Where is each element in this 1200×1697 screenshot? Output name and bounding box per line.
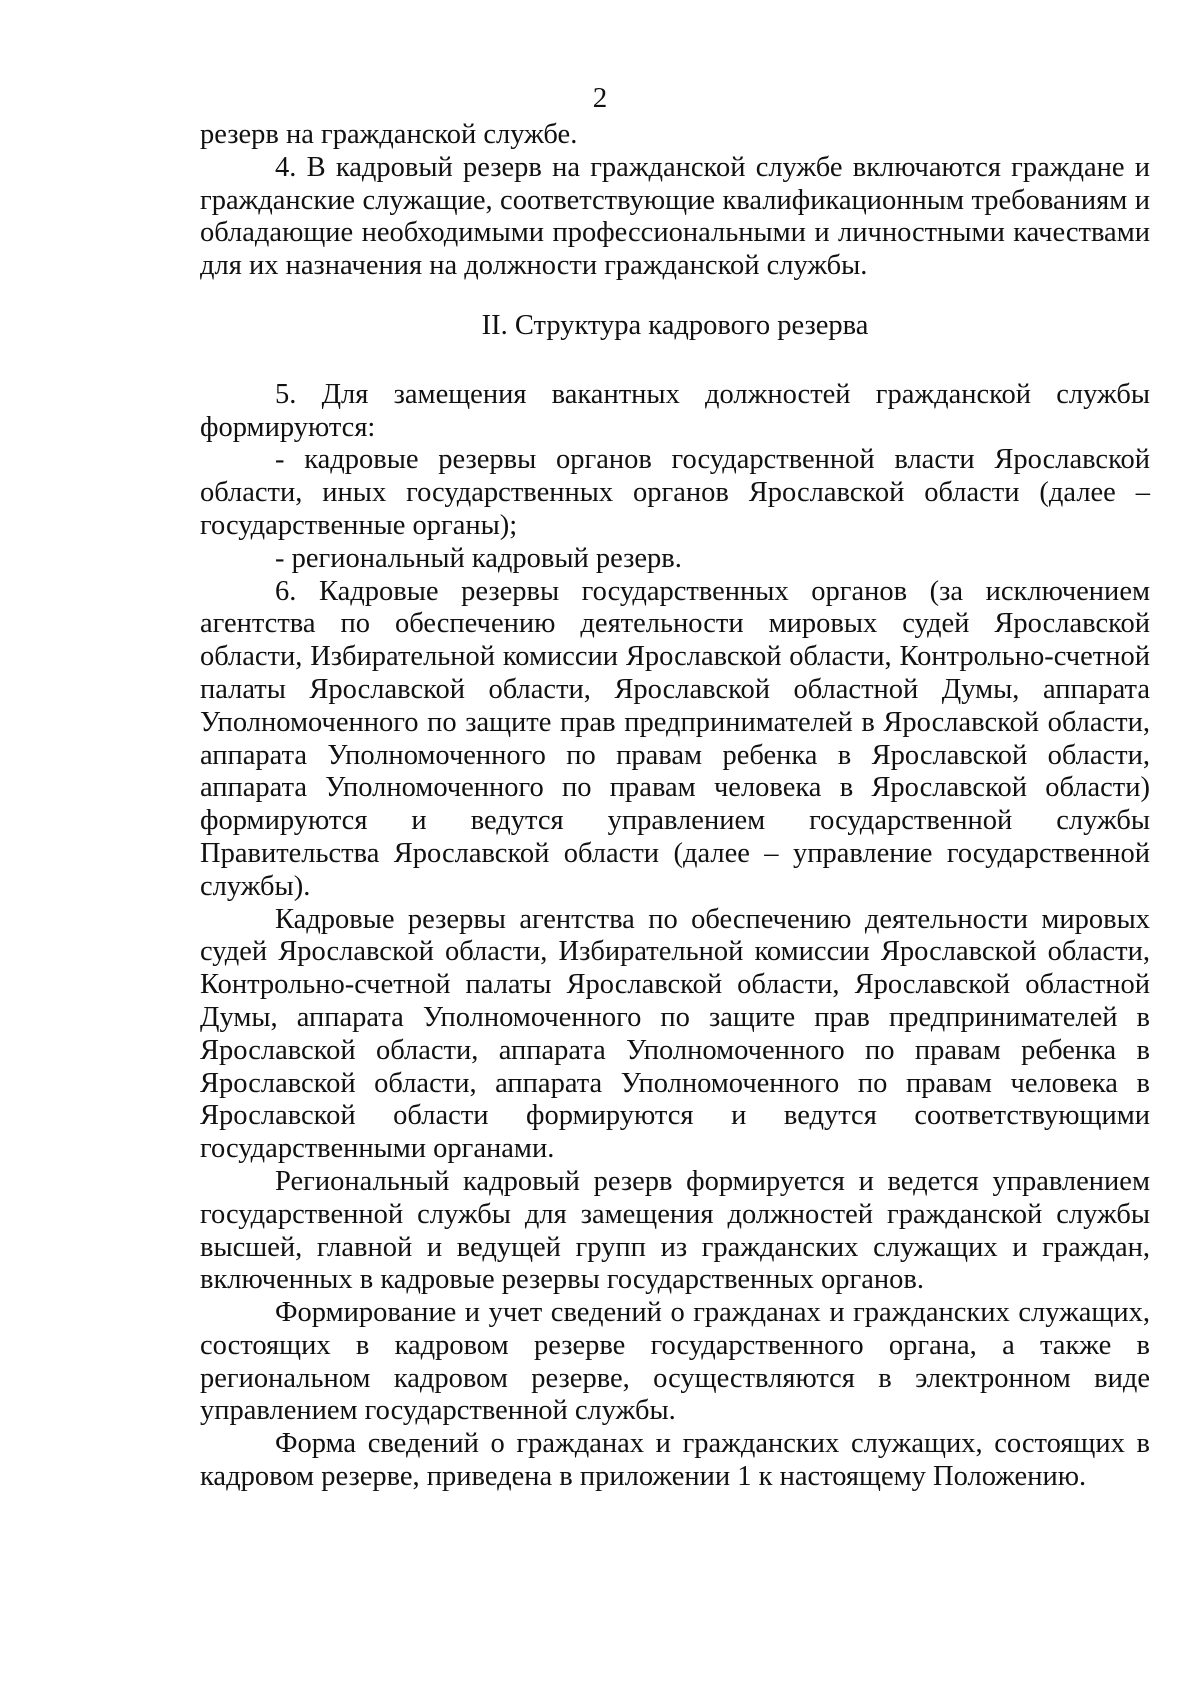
paragraph-item-5: 5. Для замещения вакантных должностей гражданской службы формируются: <box>200 378 1150 443</box>
paragraph-item-4: 4. В кадровый резерв на гражданской службе включаются граждане и гражданские служащие, соответствующие квалификационным требованиям и обладающие необходимыми профессиональными и личностными качествами для их назначения на должности гражданской службы. <box>200 151 1150 282</box>
list-item-state-bodies-reserves: - кадровые резервы органов государственной власти Ярославской области, иных государственных органов Ярославской области (далее – государственные органы); <box>200 444 1150 541</box>
paragraph-continuation: резерв на гражданской службе. <box>200 119 578 150</box>
document-body <box>200 119 1150 1494</box>
paragraph-form-reference: Форма сведений о гражданах и гражданских служащих, состоящих в кадровом резерве, приведена в приложении 1 к настоящему Положению. <box>200 1428 1150 1493</box>
section-heading: II. Структура кадрового резерва <box>481 309 869 341</box>
paragraph-item-6: 6. Кадровые резервы государственных органов (за исключением агентства по обеспечению деятельности мировых судей Ярославской области, Избирательной комиссии Ярославской области, Контрольно-счетной палаты Ярославской области, Ярославской областной Думы, аппарата Уполномоченного по защите прав предпринимателей в Ярославской области, аппарата Уполномоченного по правам ребенка в Ярославской области, аппарата Уполномоченного по правам человека в Ярославской области) формируются и ведутся управлением государственной службы Правительства Ярославской области (далее – управление государственной службы). <box>200 575 1150 902</box>
paragraph-agency-reserves: Кадровые резервы агентства по обеспечению деятельности мировых судей Ярославской области, Избирательной комиссии Ярославской области, Контрольно-счетной палаты Ярославской области, Ярославской областной Думы, аппарата Уполномоченного по защите прав предпринимателей в Ярославской области, аппарата Уполномоченного по правам ребенка в Ярославской области, аппарата Уполномоченного по правам человека в Ярославской области формируются и ведутся соответствующими государственными органами. <box>200 903 1150 1165</box>
list-item-regional-reserve: - региональный кадровый резерв. <box>275 542 682 574</box>
paragraph-records-formation: Формирование и учет сведений о гражданах и гражданских служащих, состоящих в кадровом резерве государственного органа, а также в региональном кадровом резерве, осуществляются в электронном виде управлением государственной службы. <box>200 1297 1150 1427</box>
page-number: 2 <box>592 82 608 114</box>
paragraph-regional-reserve: Региональный кадровый резерв формируется и ведется управлением государственной службы для замещения должностей гражданской службы высшей, главной и ведущей групп из гражданских служащих и граждан, включенных в кадровые резервы государственных органов. <box>200 1165 1150 1296</box>
